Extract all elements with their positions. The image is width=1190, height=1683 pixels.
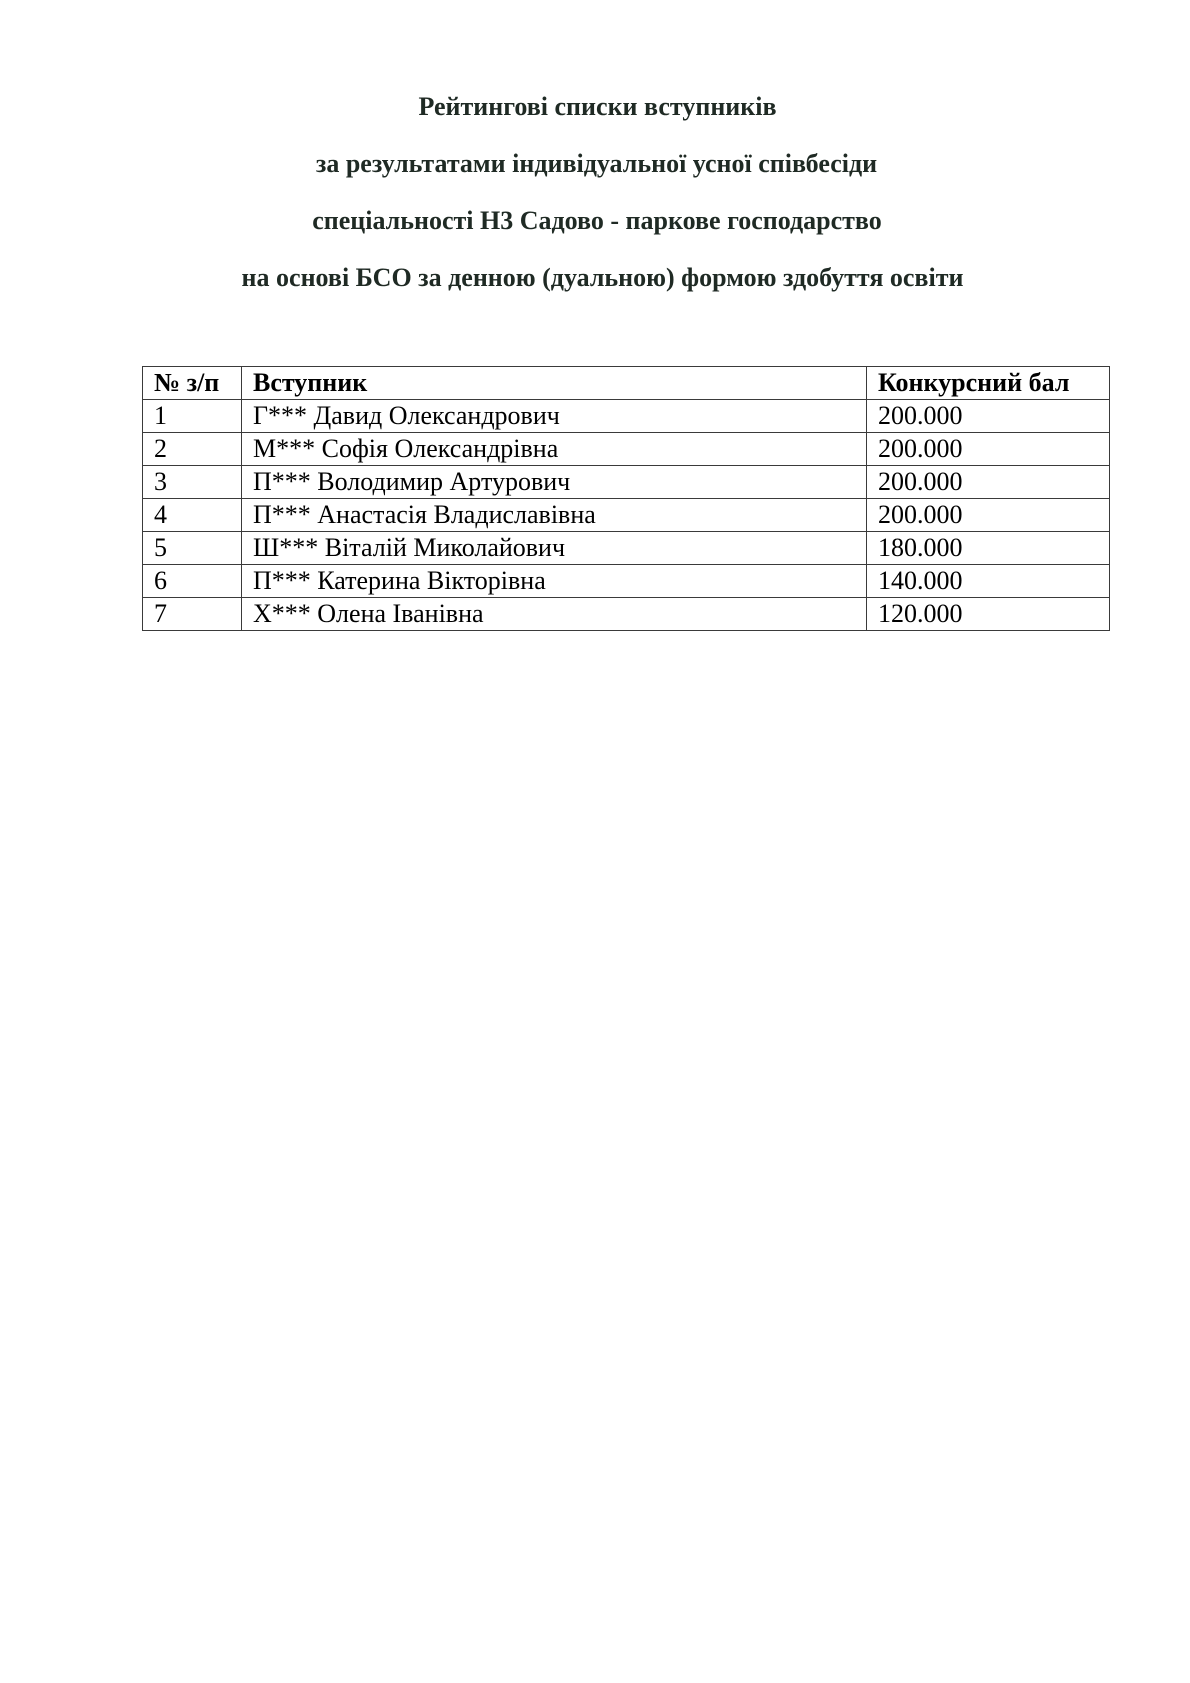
header-number: № з/п (143, 367, 242, 400)
row-number: 6 (143, 565, 242, 598)
row-number: 7 (143, 598, 242, 631)
table-row (143, 499, 1110, 532)
row-score: 120.000 (867, 598, 1110, 631)
row-score: 200.000 (867, 400, 1110, 433)
row-score: 200.000 (867, 499, 1110, 532)
row-score: 200.000 (867, 466, 1110, 499)
row-applicant-name: Ш*** Віталій Миколайович (242, 532, 867, 565)
row-number: 3 (143, 466, 242, 499)
row-score: 180.000 (867, 532, 1110, 565)
row-score: 140.000 (867, 565, 1110, 598)
rating-table (142, 366, 1110, 631)
row-number: 2 (143, 433, 242, 466)
header-score: Конкурсний бал (867, 367, 1110, 400)
header-applicant: Вступник (242, 367, 867, 400)
row-applicant-name: Х*** Олена Іванівна (242, 598, 867, 631)
document-heading (0, 78, 1190, 306)
heading-specialty: спеціальності Н3 Садово - паркове господарство (312, 206, 882, 235)
row-applicant-name: М*** Софія Олександрівна (242, 433, 867, 466)
table-row (143, 400, 1110, 433)
table-header-row (143, 367, 1110, 400)
row-applicant-name: Г*** Давид Олександрович (242, 400, 867, 433)
heading-study-form: на основі БСО за денною (дуальною) формою здобуття освіти (241, 263, 964, 292)
row-applicant-name: П*** Володимир Артурович (242, 466, 867, 499)
table-row (143, 532, 1110, 565)
row-applicant-name: П*** Анастасія Владиславівна (242, 499, 867, 532)
row-number: 4 (143, 499, 242, 532)
heading-subtitle-results: за результатами індивідуальної усної співбесіди (315, 149, 878, 178)
row-number: 1 (143, 400, 242, 433)
table-row (143, 466, 1110, 499)
row-score: 200.000 (867, 433, 1110, 466)
table-row (143, 433, 1110, 466)
table-row (143, 598, 1110, 631)
row-applicant-name: П*** Катерина Вікторівна (242, 565, 867, 598)
row-number: 5 (143, 532, 242, 565)
heading-title: Рейтингові списки вступників (418, 92, 777, 121)
table-row (143, 565, 1110, 598)
